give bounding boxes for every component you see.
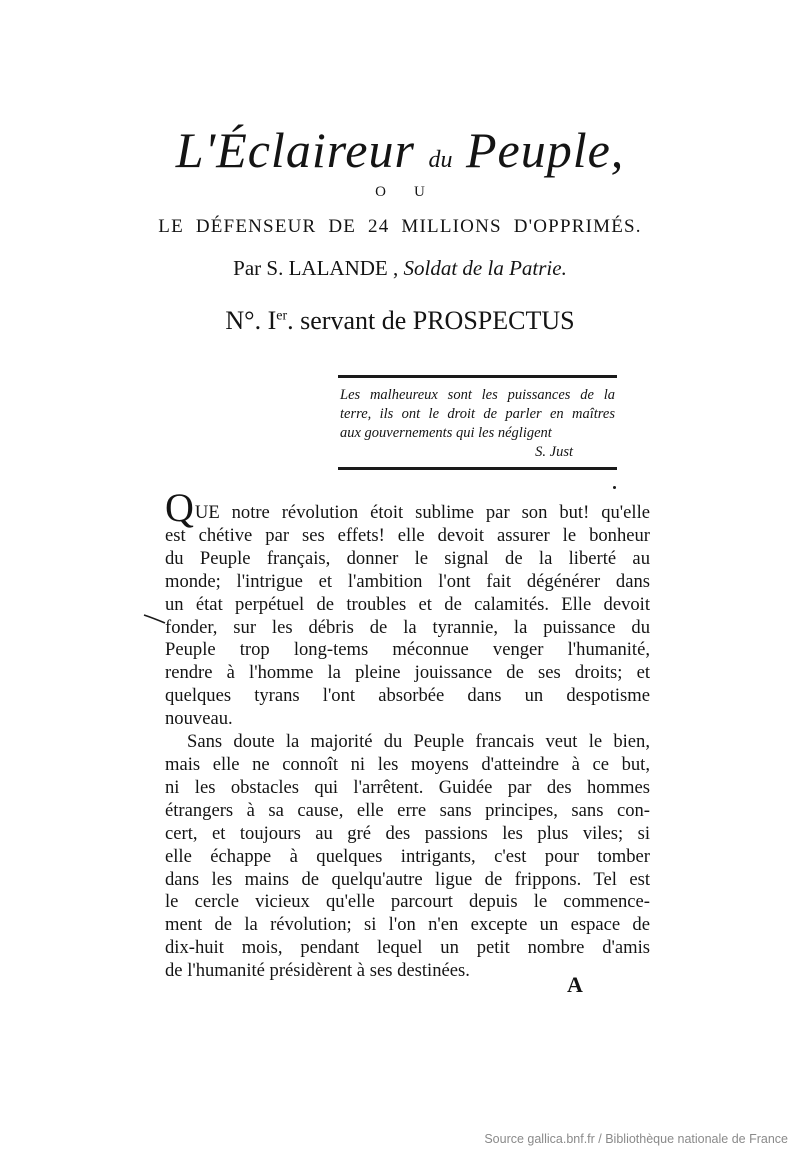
body-line: mais elle ne connoît ni les moyens d'atteindre à ce but, [165,753,650,775]
epigraph-attribution: S. Just [535,444,573,460]
body-line: un état perpétuel de troubles et de calamités. Elle devoit [165,593,650,615]
title-punct: , [610,122,625,178]
issue-number-suffix: . servant de PROSPECTUS [287,306,575,335]
epigraph-line: terre, ils ont le droit de parler en maîtres [340,406,615,422]
source-credit: Source gallica.bnf.fr / Bibliothèque nationale de France [484,1132,788,1146]
author-name: Par S. LALANDE , [233,256,399,280]
dropcap: Q [165,485,194,530]
body-line: Peuple trop long-tems méconnue venger l'humanité, [165,639,650,661]
body-line: ni les obstacles qui l'arrêtent. Guidée par des hommes [165,776,650,798]
title-part-3: Peuple [465,122,611,178]
signature-mark: A [567,972,583,997]
body-line: elle échappe à quelques intrigants, c'est pour tomber [165,845,650,867]
body-line: de l'humanité présidèrent à ses destinées. [165,960,470,982]
epigraph-line: Les malheureux sont les puissances de la [340,387,615,403]
author-role: Soldat de la Patrie. [403,256,567,280]
body-line: ment de la révolution; si l'on n'en excepte un espace de [165,914,650,936]
journal-title [0,120,800,190]
body-text [165,485,650,983]
body-line: dix-huit mois, pendant lequel un petit nombre d'amis [165,937,650,959]
title-part-1: L'Éclaireur [175,122,415,178]
body-line: du Peuple français, donner le signal de la liberté au [165,547,650,569]
margin-pen-mark [143,612,167,624]
body-line [165,485,650,530]
body-line: nouveau. [165,708,233,730]
issue-number-sup: er [276,308,288,324]
body-line: fonder, sur les débris de la tyrannie, la puissance du [165,616,650,638]
body-line: rendre à l'homme la pleine jouissance de ses droits; et [165,662,650,684]
body-line: étrangers à sa cause, elle erre sans principes, sans con- [165,799,650,821]
issue-number-prefix: N°. I [225,306,277,335]
print-speck [613,486,616,489]
epigraph [338,375,617,470]
title-conjunction: OU [375,184,453,200]
body-line: monde; l'intrigue et l'ambition l'ont fait dégénérer dans [165,570,650,592]
body-line: dans les mains de quelqu'autre ligue de frippons. Tel est [165,868,650,890]
body-line-text: UE notre révolution étoit sublime par son but! qu'elle [194,502,650,523]
issue-number [0,306,800,336]
title-part-2: du [428,147,453,173]
body-line: Sans doute la majorité du Peuple francais veut le bien, [187,731,650,753]
body-line: quelques tyrans l'ont absorbée dans un despotisme [165,685,650,707]
body-line: cert, et toujours au gré des passions les plus viles; si [165,822,650,844]
journal-subtitle: LE DÉFENSEUR DE 24 MILLIONS D'OPPRIMÉS. [158,216,642,237]
body-line: est chétive par ses effets! elle devoit assurer le bonheur [165,524,650,546]
epigraph-line: aux gouvernements qui les négligent [340,425,552,441]
author-line [0,256,800,281]
body-line: le cercle vicieux qu'elle parcourt depuis le commence- [165,891,650,913]
